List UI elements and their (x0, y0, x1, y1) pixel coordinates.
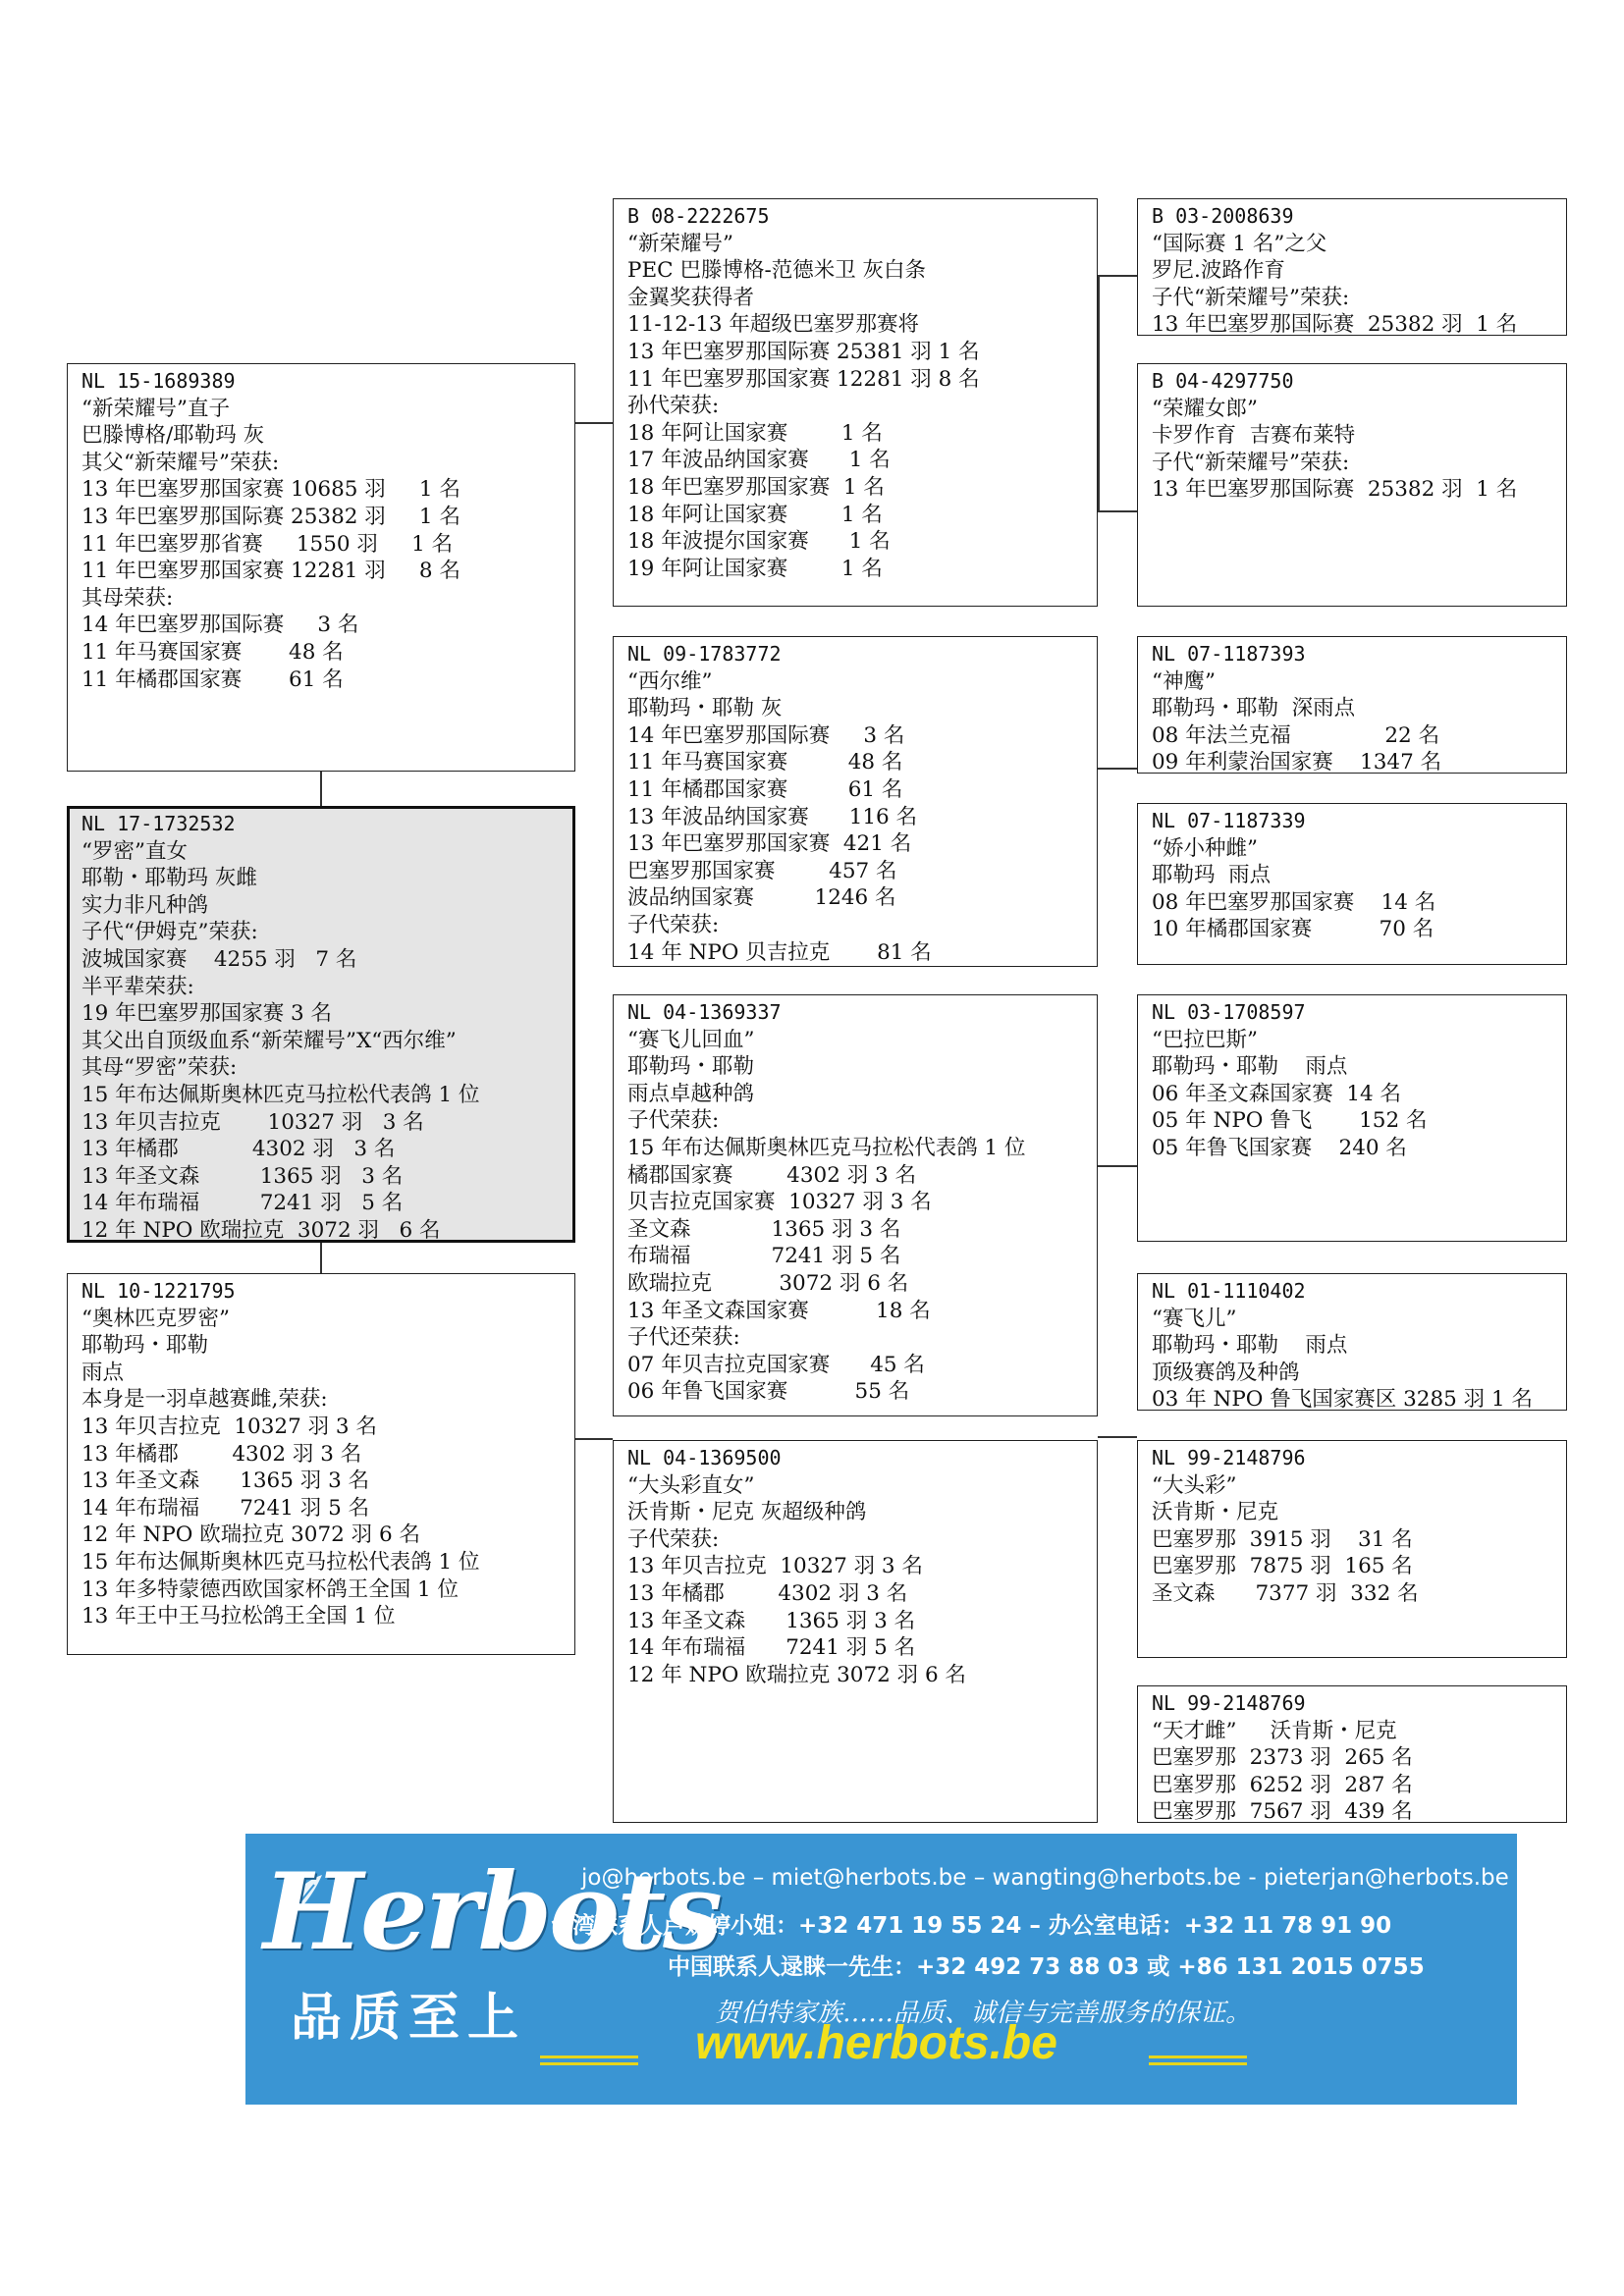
info-line: PEC 巴滕博格-范德米卫 灰白条 (627, 258, 927, 284)
info-line: 耶勒玛・耶勒 (81, 1333, 209, 1359)
info-line: 沃肯斯・尼克 灰超级种鸽 (627, 1500, 867, 1525)
info-line: 13 年多特蒙德西欧国家杯鸽王全国 1 位 (81, 1576, 460, 1602)
info-line: 雨点 (81, 1360, 125, 1385)
ring-number: NL 10-1221795 (81, 1279, 236, 1303)
info-line: 13 年橘郡 4302 羽 3 名 (81, 1441, 362, 1467)
info-line: 波品纳国家赛 1246 名 (627, 885, 896, 911)
info-line: 13 年巴塞罗那国家赛 421 名 (627, 831, 912, 857)
info-line: 橘郡国家赛 4302 羽 3 名 (627, 1162, 917, 1188)
info-line: 耶勒玛・耶勒 雨点 (1152, 1333, 1348, 1359)
ring-number: NL 07-1187393 (1152, 642, 1306, 666)
info-line: 耶勒・耶勒玛 灰雌 (81, 866, 257, 891)
ring-number: NL 04-1369337 (627, 1000, 782, 1024)
info-line: 耶勒玛・耶勒 深雨点 (1152, 696, 1356, 721)
info-line: 18 年波提尔国家赛 1 名 (627, 529, 891, 555)
info-line: 13 年波品纳国家赛 116 名 (627, 804, 918, 829)
connector (575, 422, 613, 424)
info-line: 子代荣获: (627, 912, 720, 937)
connector (1098, 768, 1137, 770)
dam-sire-sire-box (1137, 994, 1567, 1242)
info-line: 13 年橘郡 4302 羽 3 名 (627, 1580, 908, 1606)
info-line: 13 年圣文森 1365 羽 3 名 (627, 1608, 916, 1633)
info-line: 18 年阿让国家赛 1 名 (627, 502, 883, 527)
info-line: 巴塞罗那 6252 羽 287 名 (1152, 1772, 1413, 1797)
website-link[interactable]: www.herbots.be (695, 2017, 1057, 2069)
info-line: 耶勒玛 雨点 (1152, 863, 1272, 888)
ring-number: NL 17-1732532 (81, 812, 236, 835)
info-line: 子代还荣获: (627, 1325, 740, 1351)
info-line: 巴塞罗那 3915 羽 31 名 (1152, 1526, 1413, 1552)
info-line: 11 年马赛国家赛 48 名 (627, 750, 903, 775)
dam-sire-box (613, 994, 1098, 1416)
info-line: 13 年橘郡 4302 羽 3 名 (81, 1137, 396, 1162)
slogan: 品质至上 (291, 1989, 527, 2048)
info-line: 13 年贝吉拉克 10327 羽 3 名 (81, 1414, 377, 1439)
info-line: 巴塞罗那 7875 羽 165 名 (1152, 1554, 1413, 1579)
herbots-logo: Herbots (263, 1850, 720, 1974)
connector (1098, 1436, 1137, 1438)
ring-number: NL 07-1187339 (1152, 809, 1306, 832)
info-line: 13 年贝吉拉克 10327 羽 3 名 (627, 1554, 923, 1579)
dam-dam-sire-box (1137, 1440, 1567, 1658)
info-line: 子代“伊姆克”荣获: (81, 920, 258, 945)
ring-number: NL 03-1708597 (1152, 1000, 1306, 1024)
info-line: 14 年布瑞福 7241 羽 5 名 (81, 1191, 404, 1216)
info-line: 13 年圣文森 1365 羽 3 名 (81, 1468, 370, 1494)
info-line: 12 年 NPO 欧瑞拉克 3072 羽 6 名 (627, 1662, 966, 1687)
pigeon-name: “奥林匹克罗密” (81, 1306, 230, 1331)
info-line: 罗尼.波路作育 (1152, 258, 1285, 284)
connector (320, 1243, 322, 1273)
info-line: 15 年布达佩斯奥林匹克马拉松代表鸽 1 位 (627, 1135, 1026, 1160)
info-line: 圣文森 1365 羽 3 名 (627, 1216, 901, 1242)
info-line: 耶勒玛・耶勒 雨点 (1152, 1054, 1348, 1080)
info-line: 子代荣获: (627, 1526, 720, 1552)
pigeon-name: “天才雌” 沃肯斯・尼克 (1152, 1718, 1397, 1743)
pigeon-name: “巴拉巴斯” (1152, 1027, 1258, 1052)
pigeon-name: “荣耀女郎” (1152, 396, 1258, 421)
info-line: 14 年 NPO 贝吉拉克 81 名 (627, 939, 932, 965)
info-line: 19 年巴塞罗那国家赛 3 名 (81, 1001, 333, 1027)
info-line: 13 年巴塞罗那国家赛 10685 羽 1 名 (81, 477, 460, 503)
info-line: 布瑞福 7241 羽 5 名 (627, 1244, 901, 1269)
pigeon-name: “大头彩直女” (627, 1472, 755, 1498)
divider (1149, 2062, 1247, 2065)
info-line: 06 年圣文森国家赛 14 名 (1152, 1081, 1402, 1106)
connector (1098, 275, 1100, 510)
ring-number: NL 01-1110402 (1152, 1279, 1306, 1303)
divider (540, 2056, 638, 2058)
connector (1098, 275, 1137, 277)
info-line: 半平辈荣获: (81, 974, 194, 999)
ring-number: B 03-2008639 (1152, 204, 1294, 228)
ring-number: NL 15-1689389 (81, 369, 236, 393)
ring-number: NL 09-1783772 (627, 642, 782, 666)
sire-sire-box (613, 198, 1098, 607)
sire-dam-dam-box (1137, 803, 1567, 965)
info-line: 14 年巴塞罗那国际赛 3 名 (81, 613, 359, 638)
info-line: 其父“新荣耀号”荣获: (81, 450, 280, 475)
info-line: 其母荣获: (81, 585, 174, 611)
taiwan-contact: 台湾联系人卢婉婷小姐：+32 471 19 55 24 – 办公室电话：+32 11 78 91 90 (550, 1913, 1392, 1939)
pigeon-name: “西尔维” (627, 668, 713, 694)
info-line: 11 年橘郡国家赛 61 名 (81, 667, 344, 692)
info-line: 05 年 NPO 鲁飞 152 名 (1152, 1108, 1428, 1134)
connector (320, 772, 322, 806)
info-line: 实力非凡种鸽 (81, 892, 209, 918)
ring-number: NL 04-1369500 (627, 1446, 782, 1469)
dam-sire-dam-box (1137, 1273, 1567, 1411)
info-line: 18 年巴塞罗那国家赛 1 名 (627, 474, 885, 500)
info-line: 其母“罗密”荣获: (81, 1055, 238, 1081)
info-line: 13 年巴塞罗那国际赛 25381 羽 1 名 (627, 339, 980, 364)
info-line: 13 年巴塞罗那国际赛 25382 羽 1 名 (81, 504, 460, 529)
info-line: 19 年阿让国家赛 1 名 (627, 556, 883, 581)
info-line: 巴塞罗那 2373 羽 265 名 (1152, 1745, 1413, 1771)
info-line: 18 年阿让国家赛 1 名 (627, 420, 883, 446)
info-line: 子代荣获: (627, 1108, 720, 1134)
info-line: 13 年巴塞罗那国际赛 25382 羽 1 名 (1152, 477, 1518, 503)
divider (1149, 2056, 1247, 2058)
pigeon-name: “新荣耀号”直子 (81, 396, 230, 421)
motto: 贺伯特家族……品质、诚信与完善服务的保证。 (715, 1999, 1252, 2028)
dam-dam-dam-box (1137, 1685, 1567, 1823)
info-line: 13 年王中王马拉松鸽王全国 1 位 (81, 1604, 396, 1629)
info-line: 欧瑞拉克 3072 羽 6 名 (627, 1270, 909, 1296)
info-line: 11-12-13 年超级巴塞罗那赛将 (627, 312, 919, 338)
info-line: 本身是一羽卓越赛雌,荣获: (81, 1387, 328, 1413)
info-line: 05 年鲁飞国家赛 240 名 (1152, 1135, 1407, 1160)
info-line: 雨点卓越种鸽 (627, 1081, 755, 1106)
pigeon-name: “国际赛 1 名”之父 (1152, 231, 1327, 256)
info-line: 17 年波品纳国家赛 1 名 (627, 448, 891, 473)
divider (540, 2062, 638, 2065)
info-line: 14 年巴塞罗那国际赛 3 名 (627, 722, 905, 748)
info-line: 子代“新荣耀号”荣获: (1152, 285, 1350, 310)
info-line: 13 年圣文森国家赛 18 名 (627, 1298, 931, 1323)
sire-box (67, 363, 575, 772)
info-line: 11 年巴塞罗那国家赛 12281 羽 8 名 (627, 366, 980, 392)
ring-number: B 04-4297750 (1152, 369, 1294, 393)
info-line: 14 年布瑞福 7241 羽 5 名 (627, 1635, 916, 1661)
info-line: 13 年贝吉拉克 10327 羽 3 名 (81, 1109, 424, 1135)
info-line: 10 年橘郡国家赛 70 名 (1152, 917, 1435, 942)
info-line: 14 年布瑞福 7241 羽 5 名 (81, 1495, 370, 1521)
sire-sire-dam-box (1137, 363, 1567, 607)
info-line: 11 年马赛国家赛 48 名 (81, 639, 344, 665)
info-line: 孙代荣获: (627, 394, 720, 419)
pigeon-name: “新荣耀号” (627, 231, 733, 256)
pigeon-name: “罗密”直女 (81, 838, 188, 864)
ring-number: NL 99-2148769 (1152, 1691, 1306, 1715)
info-line: 12 年 NPO 欧瑞拉克 3072 羽 6 名 (81, 1522, 420, 1548)
email-line: jo@herbots.be – miet@herbots.be – wangting@herbots.be - pieterjan@herbots.be (581, 1865, 1509, 1891)
ring-number: NL 99-2148796 (1152, 1446, 1306, 1469)
sire-sire-sire-box (1137, 198, 1567, 336)
info-line: 卡罗作育 吉赛布莱特 (1152, 423, 1356, 449)
info-line: 13 年圣文森 1365 羽 3 名 (81, 1163, 404, 1189)
pigeon-name: “神鹰” (1152, 668, 1216, 694)
info-line: 06 年鲁飞国家赛 55 名 (627, 1379, 910, 1405)
pigeon-name: “娇小种雌” (1152, 835, 1258, 861)
info-line: 11 年巴塞罗那省赛 1550 羽 1 名 (81, 531, 454, 557)
connector (1098, 1165, 1137, 1167)
pigeon-name: “赛飞儿” (1152, 1306, 1237, 1331)
info-line: 耶勒玛・耶勒 (627, 1054, 755, 1080)
info-line: 07 年贝吉拉克国家赛 45 名 (627, 1352, 925, 1377)
dam-box (67, 1273, 575, 1655)
info-line: 08 年巴塞罗那国家赛 14 名 (1152, 889, 1436, 915)
ring-number: B 08-2222675 (627, 204, 770, 228)
info-line: 耶勒玛・耶勒 灰 (627, 696, 783, 721)
info-line: 巴塞罗那 7567 羽 439 名 (1152, 1799, 1413, 1823)
info-line: 沃肯斯・尼克 (1152, 1500, 1279, 1525)
connector (1098, 510, 1137, 512)
info-line: 波城国家赛 4255 羽 7 名 (81, 946, 357, 972)
info-line: 金翼奖获得者 (627, 285, 755, 310)
sire-dam-sire-box (1137, 636, 1567, 774)
pigeon-name: “赛飞儿回血” (627, 1027, 755, 1052)
info-line: 12 年 NPO 欧瑞拉克 3072 羽 6 名 (81, 1217, 441, 1243)
info-line: 11 年巴塞罗那国家赛 12281 羽 8 名 (81, 559, 460, 584)
info-line: 贝吉拉克国家赛 10327 羽 3 名 (627, 1190, 932, 1215)
info-line: 子代“新荣耀号”荣获: (1152, 450, 1350, 475)
info-line: 09 年利蒙治国家赛 1347 名 (1152, 750, 1442, 774)
sire-dam-box (613, 636, 1098, 967)
dam-dam-box (613, 1440, 1098, 1823)
china-contact: 中国联系人逯睐一先生：+32 492 73 88 03 或 +86 131 2015 0755 (668, 1954, 1425, 1980)
info-line: 08 年法兰克福 22 名 (1152, 722, 1440, 748)
info-line: 巴塞罗那国家赛 457 名 (627, 858, 897, 883)
info-line: 03 年 NPO 鲁飞国家赛区 3285 羽 1 名 (1152, 1387, 1533, 1411)
contact-banner (245, 1834, 1517, 2105)
info-line: 巴滕博格/耶勒玛 灰 (81, 423, 265, 449)
info-line: 15 年布达佩斯奥林匹克马拉松代表鸽 1 位 (81, 1549, 480, 1575)
pigeon-name: “大头彩” (1152, 1472, 1237, 1498)
info-line: 其父出自顶级血系“新荣耀号”X“西尔维” (81, 1028, 457, 1053)
info-line: 顶级赛鸽及种鸽 (1152, 1360, 1300, 1385)
subject-box (67, 806, 575, 1243)
connector (575, 1438, 613, 1440)
info-line: 圣文森 7377 羽 332 名 (1152, 1580, 1419, 1606)
info-line: 15 年布达佩斯奥林匹克马拉松代表鸽 1 位 (81, 1082, 480, 1107)
info-line: 11 年橘郡国家赛 61 名 (627, 776, 903, 802)
info-line: 13 年巴塞罗那国际赛 25382 羽 1 名 (1152, 312, 1518, 336)
